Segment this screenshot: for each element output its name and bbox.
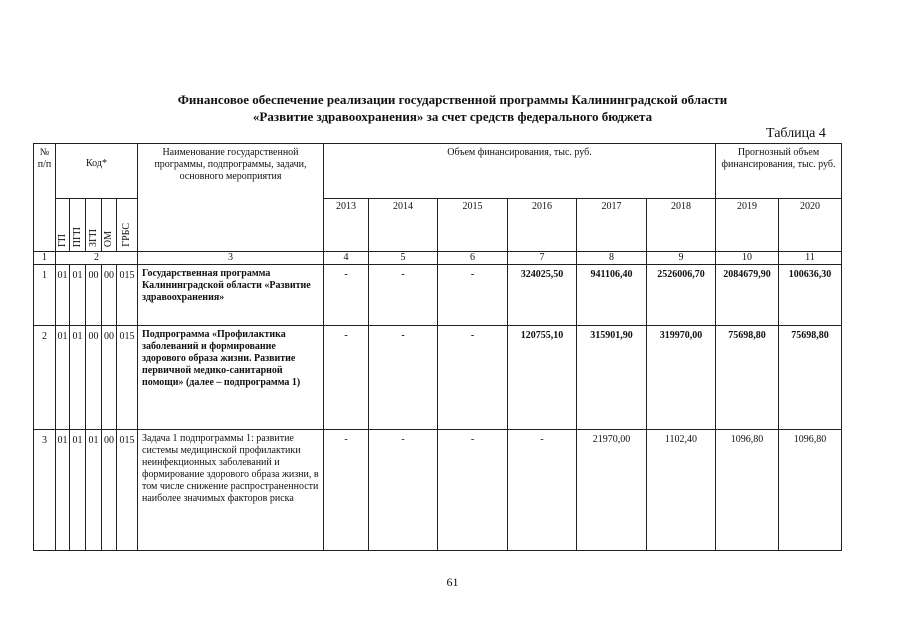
index-cell: 1 — [34, 252, 56, 265]
header-year: 2016 — [508, 199, 577, 252]
index-cell: 11 — [779, 252, 842, 265]
code-pgp: 01 — [70, 326, 86, 430]
code-pgp: 01 — [70, 265, 86, 326]
value-2018: 319970,00 — [647, 326, 716, 430]
header-year: 2018 — [647, 199, 716, 252]
header-code-pgp: ПГП — [70, 199, 86, 252]
header-year: 2019 — [716, 199, 779, 252]
code-gp: 01 — [56, 430, 70, 551]
header-funding: Объем финансирования, тыс. руб. — [324, 144, 716, 199]
financing-table — [33, 143, 842, 551]
value-2016: - — [508, 430, 577, 551]
code-grbs: 015 — [117, 265, 138, 326]
code-zgp: 01 — [86, 430, 102, 551]
value-2016: 324025,50 — [508, 265, 577, 326]
header-code-gp: ГП — [56, 199, 70, 252]
header-year: 2014 — [369, 199, 438, 252]
index-cell: 10 — [716, 252, 779, 265]
value-2015: - — [438, 326, 508, 430]
table-label: Таблица 4 — [766, 126, 826, 141]
header-year: 2015 — [438, 199, 508, 252]
index-cell: 6 — [438, 252, 508, 265]
table-row — [34, 326, 842, 430]
value-2019: 75698,80 — [716, 326, 779, 430]
value-2017: 21970,00 — [577, 430, 647, 551]
value-2014: - — [369, 326, 438, 430]
row-name: Подпрограмма «Профилактика заболеваний и формирование здорового образа жизни. Развитие первичной медико-санитарной помощи» (далее – подпрограмма 1) — [138, 326, 324, 430]
value-2017: 315901,90 — [577, 326, 647, 430]
row-num: 3 — [34, 430, 56, 551]
row-num: 2 — [34, 326, 56, 430]
page-number: 61 — [446, 575, 459, 589]
value-2018: 2526006,70 — [647, 265, 716, 326]
header-code-om: ОМ — [102, 199, 117, 252]
value-2015: - — [438, 265, 508, 326]
code-gp: 01 — [56, 265, 70, 326]
header-code-grbs: ГРБС — [117, 199, 138, 252]
table-row — [34, 430, 842, 551]
value-2014: - — [369, 430, 438, 551]
value-2019: 2084679,90 — [716, 265, 779, 326]
header-num: № п/п — [34, 144, 56, 252]
value-2013: - — [324, 326, 369, 430]
row-name: Задача 1 подпрограммы 1: развитие системы медицинской профилактики неинфекционных заболеваний и формирование здорового образа жизни, в том числе снижение распространенности наиболее значимых факторов риска — [138, 430, 324, 551]
header-year: 2020 — [779, 199, 842, 252]
header-forecast: Прогнозный объем финансирования, тыс. руб. — [716, 144, 842, 199]
code-zgp: 00 — [86, 326, 102, 430]
code-grbs: 015 — [117, 430, 138, 551]
table-row — [34, 265, 842, 326]
index-cell: 4 — [324, 252, 369, 265]
index-cell: 7 — [508, 252, 577, 265]
value-2015: - — [438, 430, 508, 551]
value-2018: 1102,40 — [647, 430, 716, 551]
row-name: Государственная программа Калининградской области «Развитие здравоохранения» — [138, 265, 324, 326]
code-pgp: 01 — [70, 430, 86, 551]
value-2013: - — [324, 430, 369, 551]
value-2020: 100636,30 — [779, 265, 842, 326]
title-line-2: «Развитие здравоохранения» за счет средств федерального бюджета — [252, 109, 653, 124]
code-gp: 01 — [56, 326, 70, 430]
index-cell: 5 — [369, 252, 438, 265]
index-cell: 3 — [138, 252, 324, 265]
value-2016: 120755,10 — [508, 326, 577, 430]
index-cell: 2 — [56, 252, 138, 265]
title-line-1: Финансовое обеспечение реализации государственной программы Калининградской области — [177, 92, 728, 107]
code-om: 00 — [102, 326, 117, 430]
document-title — [0, 91, 905, 125]
header-code-zgp: ЗГП — [86, 199, 102, 252]
value-2017: 941106,40 — [577, 265, 647, 326]
code-grbs: 015 — [117, 326, 138, 430]
value-2019: 1096,80 — [716, 430, 779, 551]
value-2013: - — [324, 265, 369, 326]
code-zgp: 00 — [86, 265, 102, 326]
value-2014: - — [369, 265, 438, 326]
header-name: Наименование государственной программы, подпрограммы, задачи, основного мероприятия — [138, 144, 324, 252]
value-2020: 1096,80 — [779, 430, 842, 551]
header-code: Код* — [56, 144, 138, 199]
header-year: 2017 — [577, 199, 647, 252]
row-num: 1 — [34, 265, 56, 326]
code-om: 00 — [102, 265, 117, 326]
code-om: 00 — [102, 430, 117, 551]
index-cell: 8 — [577, 252, 647, 265]
index-row — [34, 252, 842, 265]
header-row-1 — [34, 144, 842, 199]
value-2020: 75698,80 — [779, 326, 842, 430]
index-cell: 9 — [647, 252, 716, 265]
header-year: 2013 — [324, 199, 369, 252]
